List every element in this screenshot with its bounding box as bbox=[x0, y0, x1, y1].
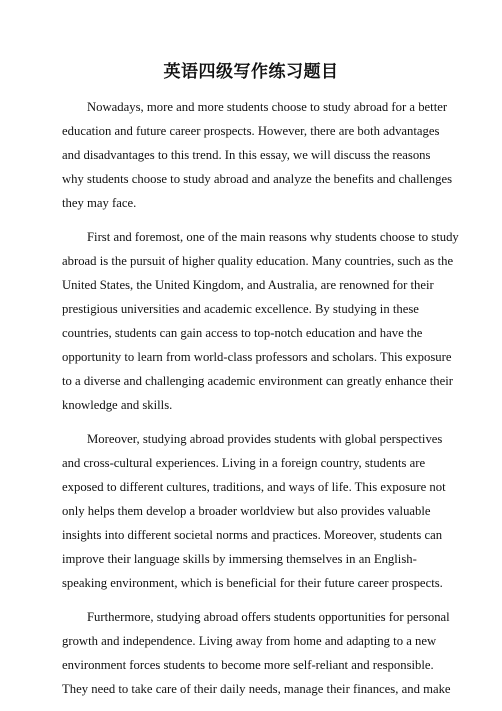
text-line: Moreover, studying abroad provides students with global perspectives bbox=[87, 432, 443, 446]
text-line: they may face. bbox=[62, 196, 137, 210]
text-line: why students choose to study abroad and analyze the benefits and challenges bbox=[62, 172, 453, 186]
text-line: insights into different societal norms and practices. Moreover, students can bbox=[62, 528, 443, 542]
text-line: and cross-cultural experiences. Living in a foreign country, students are bbox=[62, 456, 426, 470]
paragraph-4 bbox=[62, 605, 451, 701]
text-line: prestigious universities and academic excellence. By studying in these bbox=[62, 302, 419, 316]
text-line: only helps them develop a broader worldview but also provides valuable bbox=[62, 504, 431, 518]
document-title: 英语四级写作练习题目 bbox=[163, 62, 339, 82]
text-line: speaking environment, which is beneficial for their future career prospects. bbox=[62, 576, 443, 590]
text-line: opportunity to learn from world-class professors and scholars. This exposure bbox=[62, 350, 452, 364]
text-line: Nowadays, more and more students choose to study abroad for a better bbox=[87, 100, 448, 114]
text-line: to a diverse and challenging academic environment can greatly enhance their bbox=[62, 374, 454, 388]
document-body bbox=[62, 95, 459, 711]
paragraph-3 bbox=[62, 427, 446, 595]
text-line: improve their language skills by immersing themselves in an English- bbox=[62, 552, 417, 566]
paragraph-1 bbox=[62, 95, 453, 215]
paragraph-2 bbox=[62, 225, 459, 417]
text-line: growth and independence. Living away from home and adapting to a new bbox=[62, 634, 437, 648]
text-line: countries, students can gain access to top-notch education and have the bbox=[62, 326, 423, 340]
text-line: education and future career prospects. However, there are both advantages bbox=[62, 124, 440, 138]
text-line: knowledge and skills. bbox=[62, 398, 173, 412]
text-line: exposed to different cultures, traditions, and ways of life. This exposure not bbox=[62, 480, 446, 494]
text-line: United States, the United Kingdom, and Australia, are renowned for their bbox=[62, 278, 434, 292]
text-line: They need to take care of their daily needs, manage their finances, and make bbox=[62, 682, 451, 696]
text-line: First and foremost, one of the main reasons why students choose to study bbox=[87, 230, 459, 244]
text-line: environment forces students to become more self-reliant and responsible. bbox=[62, 658, 434, 672]
text-line: abroad is the pursuit of higher quality education. Many countries, such as the bbox=[62, 254, 454, 268]
text-line: Furthermore, studying abroad offers students opportunities for personal bbox=[87, 610, 450, 624]
text-line: and disadvantages to this trend. In this essay, we will discuss the reasons bbox=[62, 148, 431, 162]
